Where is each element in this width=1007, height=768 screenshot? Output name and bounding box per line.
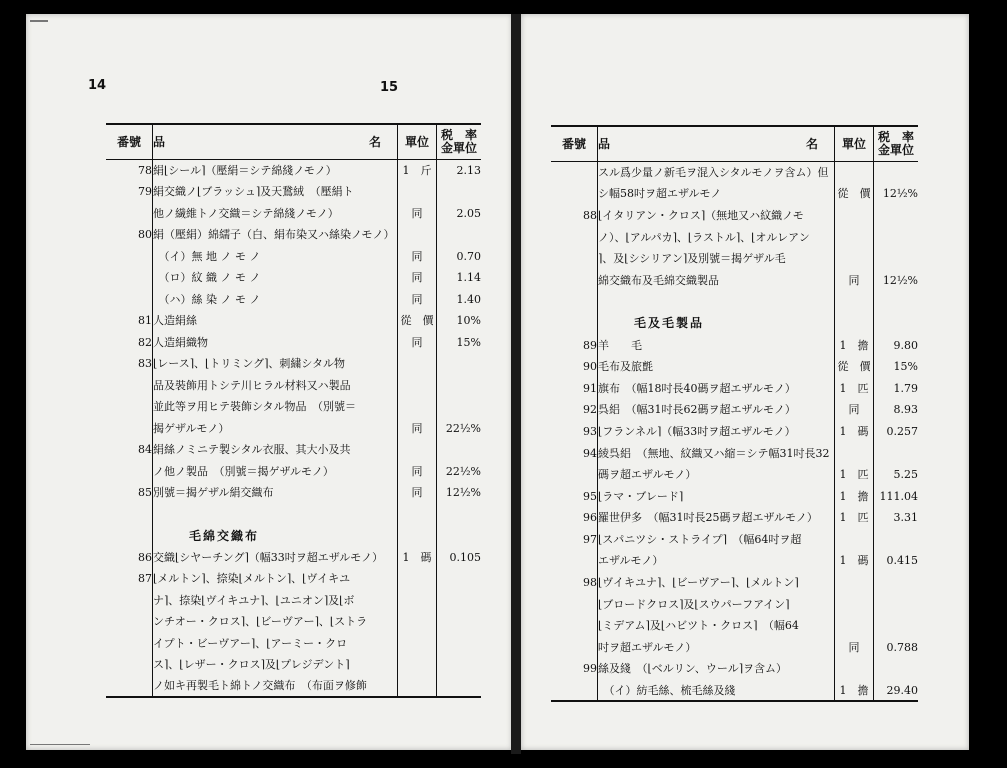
item-unit: 1 碼 [835, 421, 874, 443]
item-number: 99 [583, 662, 597, 676]
table-row [551, 658, 918, 680]
table-row [551, 421, 918, 443]
item-number [106, 267, 153, 289]
section-heading: 毛綿交織布 [153, 525, 398, 547]
item-name: 絹交織ノ⌊ブラッシュ⌉及天鵞絨 （壓絹ト [153, 181, 398, 203]
item-unit: 同 [835, 269, 874, 291]
table-row [106, 547, 481, 569]
item-name [598, 291, 835, 313]
item-tax: 12½% [874, 269, 919, 291]
item-unit: 從 價 [835, 183, 874, 205]
table-row [106, 676, 481, 698]
item-unit [398, 224, 437, 246]
item-number [106, 654, 153, 676]
item-unit: 1 匹 [835, 507, 874, 529]
item-unit: 同 [398, 461, 437, 483]
item-number: 88 [583, 208, 597, 222]
item-name: 絹⌊シール⌉（壓絹＝シテ綿綫ノモノ） [153, 160, 398, 182]
item-number: 79 [138, 185, 152, 199]
table-row [551, 269, 918, 291]
table-row [551, 162, 918, 184]
item-number [106, 203, 153, 225]
item-tax: 2.13 [437, 160, 482, 182]
item-number [551, 615, 598, 637]
header-item-name [598, 126, 835, 162]
item-name: 綾呉絽 （無地、紋織又ハ縮＝シテ幅31吋長32 [598, 442, 835, 464]
item-name: ⌊レース⌉、⌊トリミング⌉、刺繍シタル物 [153, 353, 398, 375]
item-tax [437, 676, 482, 698]
table-row [106, 568, 481, 590]
item-unit [398, 375, 437, 397]
item-tax [437, 525, 482, 547]
item-number [106, 633, 153, 655]
item-name: 並此等ヲ用ヒテ裝飾シタル物品 （別號＝ [153, 396, 398, 418]
item-number: 97 [583, 532, 597, 546]
item-tax: 1.79 [874, 377, 919, 399]
table-row [106, 633, 481, 655]
item-number: 90 [583, 360, 597, 374]
book-gutter [511, 14, 521, 754]
item-tax [874, 162, 919, 184]
table-row [106, 353, 481, 375]
item-tax [874, 205, 919, 227]
item-number: 87 [138, 572, 152, 586]
table-row [551, 593, 918, 615]
item-tax [437, 375, 482, 397]
table-row [551, 399, 918, 421]
item-tax [437, 353, 482, 375]
item-name: ノ他ノ製品 （別號＝揭ゲザルモノ） [153, 461, 398, 483]
item-tax [437, 654, 482, 676]
item-unit: 同 [398, 332, 437, 354]
item-unit: 1 匹 [835, 377, 874, 399]
item-name: スル爲少量ノ新毛ヲ混入シタルモノヲ含ム）但 [598, 162, 835, 184]
item-number [106, 676, 153, 698]
item-unit [835, 291, 874, 313]
item-number [106, 525, 153, 547]
item-number [551, 680, 598, 702]
table-row [551, 529, 918, 551]
item-name: ノ如キ再製毛ト綿トノ交織布 （布面ヲ修飾 [153, 676, 398, 698]
item-number [551, 313, 598, 335]
item-tax: 0.105 [437, 547, 482, 569]
table-row [106, 439, 481, 461]
item-unit: 從 價 [835, 356, 874, 378]
item-number: 93 [583, 424, 597, 438]
table-row [106, 396, 481, 418]
table-row [106, 289, 481, 311]
item-tax: 22½% [437, 418, 482, 440]
item-number [106, 418, 153, 440]
table-row [106, 203, 481, 225]
item-name: ⌊フランネル⌉（幅33吋ヲ超エザルモノ） [598, 421, 835, 443]
item-name: ⌊スパニツシ・ストライプ⌉ （幅64吋ヲ超 [598, 529, 835, 551]
table-header-row [551, 126, 918, 162]
item-name: 他ノ繊維トノ交織＝シテ綿綫ノモノ） [153, 203, 398, 225]
item-name: ⌊ラマ・ブレード⌉ [598, 485, 835, 507]
item-name: 碼ヲ超エザルモノ） [598, 464, 835, 486]
item-unit [398, 353, 437, 375]
item-number [551, 162, 598, 184]
item-number [106, 461, 153, 483]
item-name: ス⌉、⌊レザー・クロス⌉及⌊プレジデント⌉ [153, 654, 398, 676]
page-scratch-mark [30, 744, 90, 745]
item-unit: 同 [835, 637, 874, 659]
item-number [551, 269, 598, 291]
item-unit: 1 擔 [835, 485, 874, 507]
table-row [551, 507, 918, 529]
table-row [106, 590, 481, 612]
item-unit [835, 205, 874, 227]
item-tax: 0.70 [437, 246, 482, 268]
item-tax: 1.40 [437, 289, 482, 311]
header-number: 番號 [106, 124, 153, 160]
header-item-name-a: 品 [598, 137, 611, 151]
table-row [551, 485, 918, 507]
item-number: 80 [138, 228, 152, 242]
item-unit: 1 擔 [835, 680, 874, 702]
item-number: 91 [583, 381, 597, 395]
item-unit: 同 [398, 418, 437, 440]
table-row [106, 418, 481, 440]
tariff-table-right [551, 125, 918, 702]
item-number: 85 [138, 486, 152, 500]
item-tax: 12½% [437, 482, 482, 504]
header-tax-rate [437, 124, 482, 160]
item-tax: 15% [874, 356, 919, 378]
item-unit: 同 [398, 203, 437, 225]
item-name: ⌊イタリアン・クロス⌉（無地又ハ紋織ノモ [598, 205, 835, 227]
item-name: 人造絹織物 [153, 332, 398, 354]
header-item-name-a: 品 [153, 135, 166, 149]
item-tax [874, 658, 919, 680]
item-unit [835, 442, 874, 464]
item-tax [874, 313, 919, 335]
item-tax: 29.40 [874, 680, 919, 702]
section-heading-row [551, 313, 918, 335]
item-tax [874, 529, 919, 551]
item-number [551, 183, 598, 205]
table-row [106, 461, 481, 483]
item-number [106, 590, 153, 612]
item-unit [835, 226, 874, 248]
item-unit [398, 611, 437, 633]
item-unit [835, 529, 874, 551]
item-number: 94 [583, 446, 597, 460]
item-number [106, 396, 153, 418]
item-name: ⌊ブロードクロス⌉及⌊スウパーフアイン⌉ [598, 593, 835, 615]
item-tax [437, 181, 482, 203]
table-row [551, 680, 918, 702]
header-tax-rate-b: 金單位 [877, 143, 914, 157]
item-tax: 0.788 [874, 637, 919, 659]
item-unit: 同 [398, 482, 437, 504]
table-row [551, 550, 918, 572]
item-unit [398, 181, 437, 203]
item-unit [398, 633, 437, 655]
item-unit: 1 碼 [835, 550, 874, 572]
item-unit [398, 504, 437, 526]
table-row [106, 181, 481, 203]
item-name: （イ）無 地 ノ モ ノ [153, 246, 398, 268]
item-number [551, 464, 598, 486]
item-number [551, 248, 598, 270]
item-tax [874, 615, 919, 637]
table-row [551, 226, 918, 248]
item-unit: 同 [398, 267, 437, 289]
item-tax: 0.415 [874, 550, 919, 572]
table-row [551, 248, 918, 270]
header-tax-rate-a: 税 率 [440, 127, 477, 142]
item-number: 86 [138, 550, 152, 564]
item-name: ンチオー・クロス⌉、⌊ビーヴアー⌉、⌊ストラ [153, 611, 398, 633]
item-unit: 同 [398, 289, 437, 311]
table-row [106, 310, 481, 332]
table-row [551, 572, 918, 594]
page-number-left: 14 [88, 78, 107, 93]
item-name: エザルモノ） [598, 550, 835, 572]
item-number: 92 [583, 403, 597, 417]
item-tax: 3.31 [874, 507, 919, 529]
table-row [551, 442, 918, 464]
section-heading: 毛及毛製品 [598, 313, 835, 335]
item-unit [835, 593, 874, 615]
header-item-name-b: 名 [805, 137, 818, 151]
item-tax [437, 611, 482, 633]
item-name: 綿交織布及毛綿交織製品 [598, 269, 835, 291]
item-unit [398, 676, 437, 698]
item-number [106, 375, 153, 397]
item-unit: 1 匹 [835, 464, 874, 486]
item-tax: 9.80 [874, 334, 919, 356]
item-tax: 15% [437, 332, 482, 354]
item-name: ⌉、及⌊シシリアン⌉及別號＝揭ゲザル毛 [598, 248, 835, 270]
table-row [106, 375, 481, 397]
item-unit [398, 568, 437, 590]
item-tax: 2.05 [437, 203, 482, 225]
table-row [551, 356, 918, 378]
item-unit: 同 [398, 246, 437, 268]
item-number [106, 246, 153, 268]
item-number [106, 289, 153, 311]
item-number [551, 593, 598, 615]
item-number: 95 [583, 489, 597, 503]
table-row [106, 654, 481, 676]
item-name: 毛布及旅氈 [598, 356, 835, 378]
table-row [551, 615, 918, 637]
item-number: 98 [583, 576, 597, 590]
table-row [551, 334, 918, 356]
item-name: 吋ヲ超エザルモノ） [598, 637, 835, 659]
item-tax [437, 396, 482, 418]
item-name [153, 504, 398, 526]
item-name: 品及裝飾用トシテ川ヒラル材料又ハ製品 [153, 375, 398, 397]
item-tax: 22½% [437, 461, 482, 483]
header-tax-rate-b: 金單位 [440, 141, 477, 155]
item-unit [835, 615, 874, 637]
page-number-right: 15 [380, 80, 399, 95]
item-tax [874, 442, 919, 464]
table-row [551, 464, 918, 486]
table-row [106, 611, 481, 633]
item-number: 83 [138, 357, 152, 371]
tariff-table-left [106, 123, 481, 698]
header-tax-rate-a: 税 率 [877, 129, 914, 144]
item-name: 絲及綫 （⌊ベルリン、ウール⌉ヲ含ム） [598, 658, 835, 680]
item-name: （イ）紡毛絲、梳毛絲及綫 [598, 680, 835, 702]
table-row [551, 183, 918, 205]
item-unit [398, 590, 437, 612]
table-row [106, 224, 481, 246]
item-number [551, 226, 598, 248]
item-unit: 1 斤 [398, 160, 437, 182]
item-number: 89 [583, 338, 597, 352]
item-name: （ロ）紋 織 ノ モ ノ [153, 267, 398, 289]
item-tax: 1.14 [437, 267, 482, 289]
item-tax: 111.04 [874, 485, 919, 507]
table-row [106, 482, 481, 504]
item-tax [437, 633, 482, 655]
item-unit [398, 525, 437, 547]
table-header-row [106, 124, 481, 160]
item-name: ⌊ミデアム⌉及⌊ハビツト・クロス⌉ （幅64 [598, 615, 835, 637]
item-number [551, 550, 598, 572]
item-number [551, 291, 598, 313]
item-tax: 0.257 [874, 421, 919, 443]
item-unit: 1 擔 [835, 334, 874, 356]
item-tax: 5.25 [874, 464, 919, 486]
header-item-name-b: 名 [368, 135, 381, 149]
item-tax [874, 593, 919, 615]
item-unit: 1 碼 [398, 547, 437, 569]
table-row [551, 637, 918, 659]
item-unit [835, 248, 874, 270]
item-unit [398, 439, 437, 461]
item-name: 絹絲ノミニテ製シタル衣服、其大小及共 [153, 439, 398, 461]
item-tax: 10% [437, 310, 482, 332]
item-name: 呉絽 （幅31吋長62碼ヲ超エザルモノ） [598, 399, 835, 421]
item-tax [874, 291, 919, 313]
item-tax [874, 226, 919, 248]
item-name: 別號＝揭ゲザル絹交織布 [153, 482, 398, 504]
item-number [106, 611, 153, 633]
item-tax [874, 572, 919, 594]
item-name: ⌊メルトン⌉、捺染⌊メルトン⌉、⌊ヴイキユ [153, 568, 398, 590]
item-name: 羅世伊多 （幅31吋長25碼ヲ超エザルモノ） [598, 507, 835, 529]
item-number: 78 [138, 164, 152, 177]
item-name: 羊 毛 [598, 334, 835, 356]
header-tax-rate [874, 126, 919, 162]
table-row [106, 160, 481, 182]
item-name: 人造絹絲 [153, 310, 398, 332]
item-number: 81 [138, 314, 152, 328]
item-name: シ幅58吋ヲ超エザルモノ [598, 183, 835, 205]
item-tax [437, 590, 482, 612]
item-unit: 從 價 [398, 310, 437, 332]
table-row [106, 332, 481, 354]
item-unit: 同 [835, 399, 874, 421]
item-name: 絹（壓絹）綿繻子（白、絹布染又ハ絲染ノモノ） [153, 224, 398, 246]
table-row [551, 377, 918, 399]
header-item-name [153, 124, 398, 160]
item-tax [437, 568, 482, 590]
item-name: ノ）、⌊アルパカ⌉、⌊ラストル⌉、⌊オルレアン [598, 226, 835, 248]
header-number: 番號 [551, 126, 598, 162]
table-row [551, 205, 918, 227]
header-unit: 單位 [835, 126, 874, 162]
item-name: 交織⌊シヤーチング⌉（幅33吋ヲ超エザルモノ） [153, 547, 398, 569]
table-row [106, 267, 481, 289]
item-name: ⌊ヴイキユナ⌉、⌊ビーヴアー⌉、⌊メルトン⌉ [598, 572, 835, 594]
item-tax [874, 248, 919, 270]
item-number [551, 637, 598, 659]
table-row [106, 504, 481, 526]
item-tax [437, 439, 482, 461]
item-unit [835, 313, 874, 335]
item-number: 82 [138, 335, 152, 349]
table-row [106, 246, 481, 268]
item-name: （ハ）絲 染 ノ モ ノ [153, 289, 398, 311]
page-scratch-mark [30, 20, 48, 22]
item-unit [398, 396, 437, 418]
item-number [106, 504, 153, 526]
item-unit [398, 654, 437, 676]
item-unit [835, 572, 874, 594]
section-heading-row [106, 525, 481, 547]
item-name: 揭ゲザルモノ） [153, 418, 398, 440]
item-unit [835, 162, 874, 184]
item-unit [835, 658, 874, 680]
item-number: 84 [138, 443, 152, 457]
item-name: 旗布 （幅18吋長40碼ヲ超エザルモノ） [598, 377, 835, 399]
item-number: 96 [583, 511, 597, 525]
item-tax [437, 504, 482, 526]
item-name: ナ⌉、捺染⌊ヴイキユナ⌉、⌊ユニオン⌉及⌊ボ [153, 590, 398, 612]
item-tax [437, 224, 482, 246]
table-row [551, 291, 918, 313]
item-tax: 8.93 [874, 399, 919, 421]
header-unit: 單位 [398, 124, 437, 160]
item-tax: 12½% [874, 183, 919, 205]
item-name: イプト・ビーヴアー⌉、⌊アーミー・クロ [153, 633, 398, 655]
